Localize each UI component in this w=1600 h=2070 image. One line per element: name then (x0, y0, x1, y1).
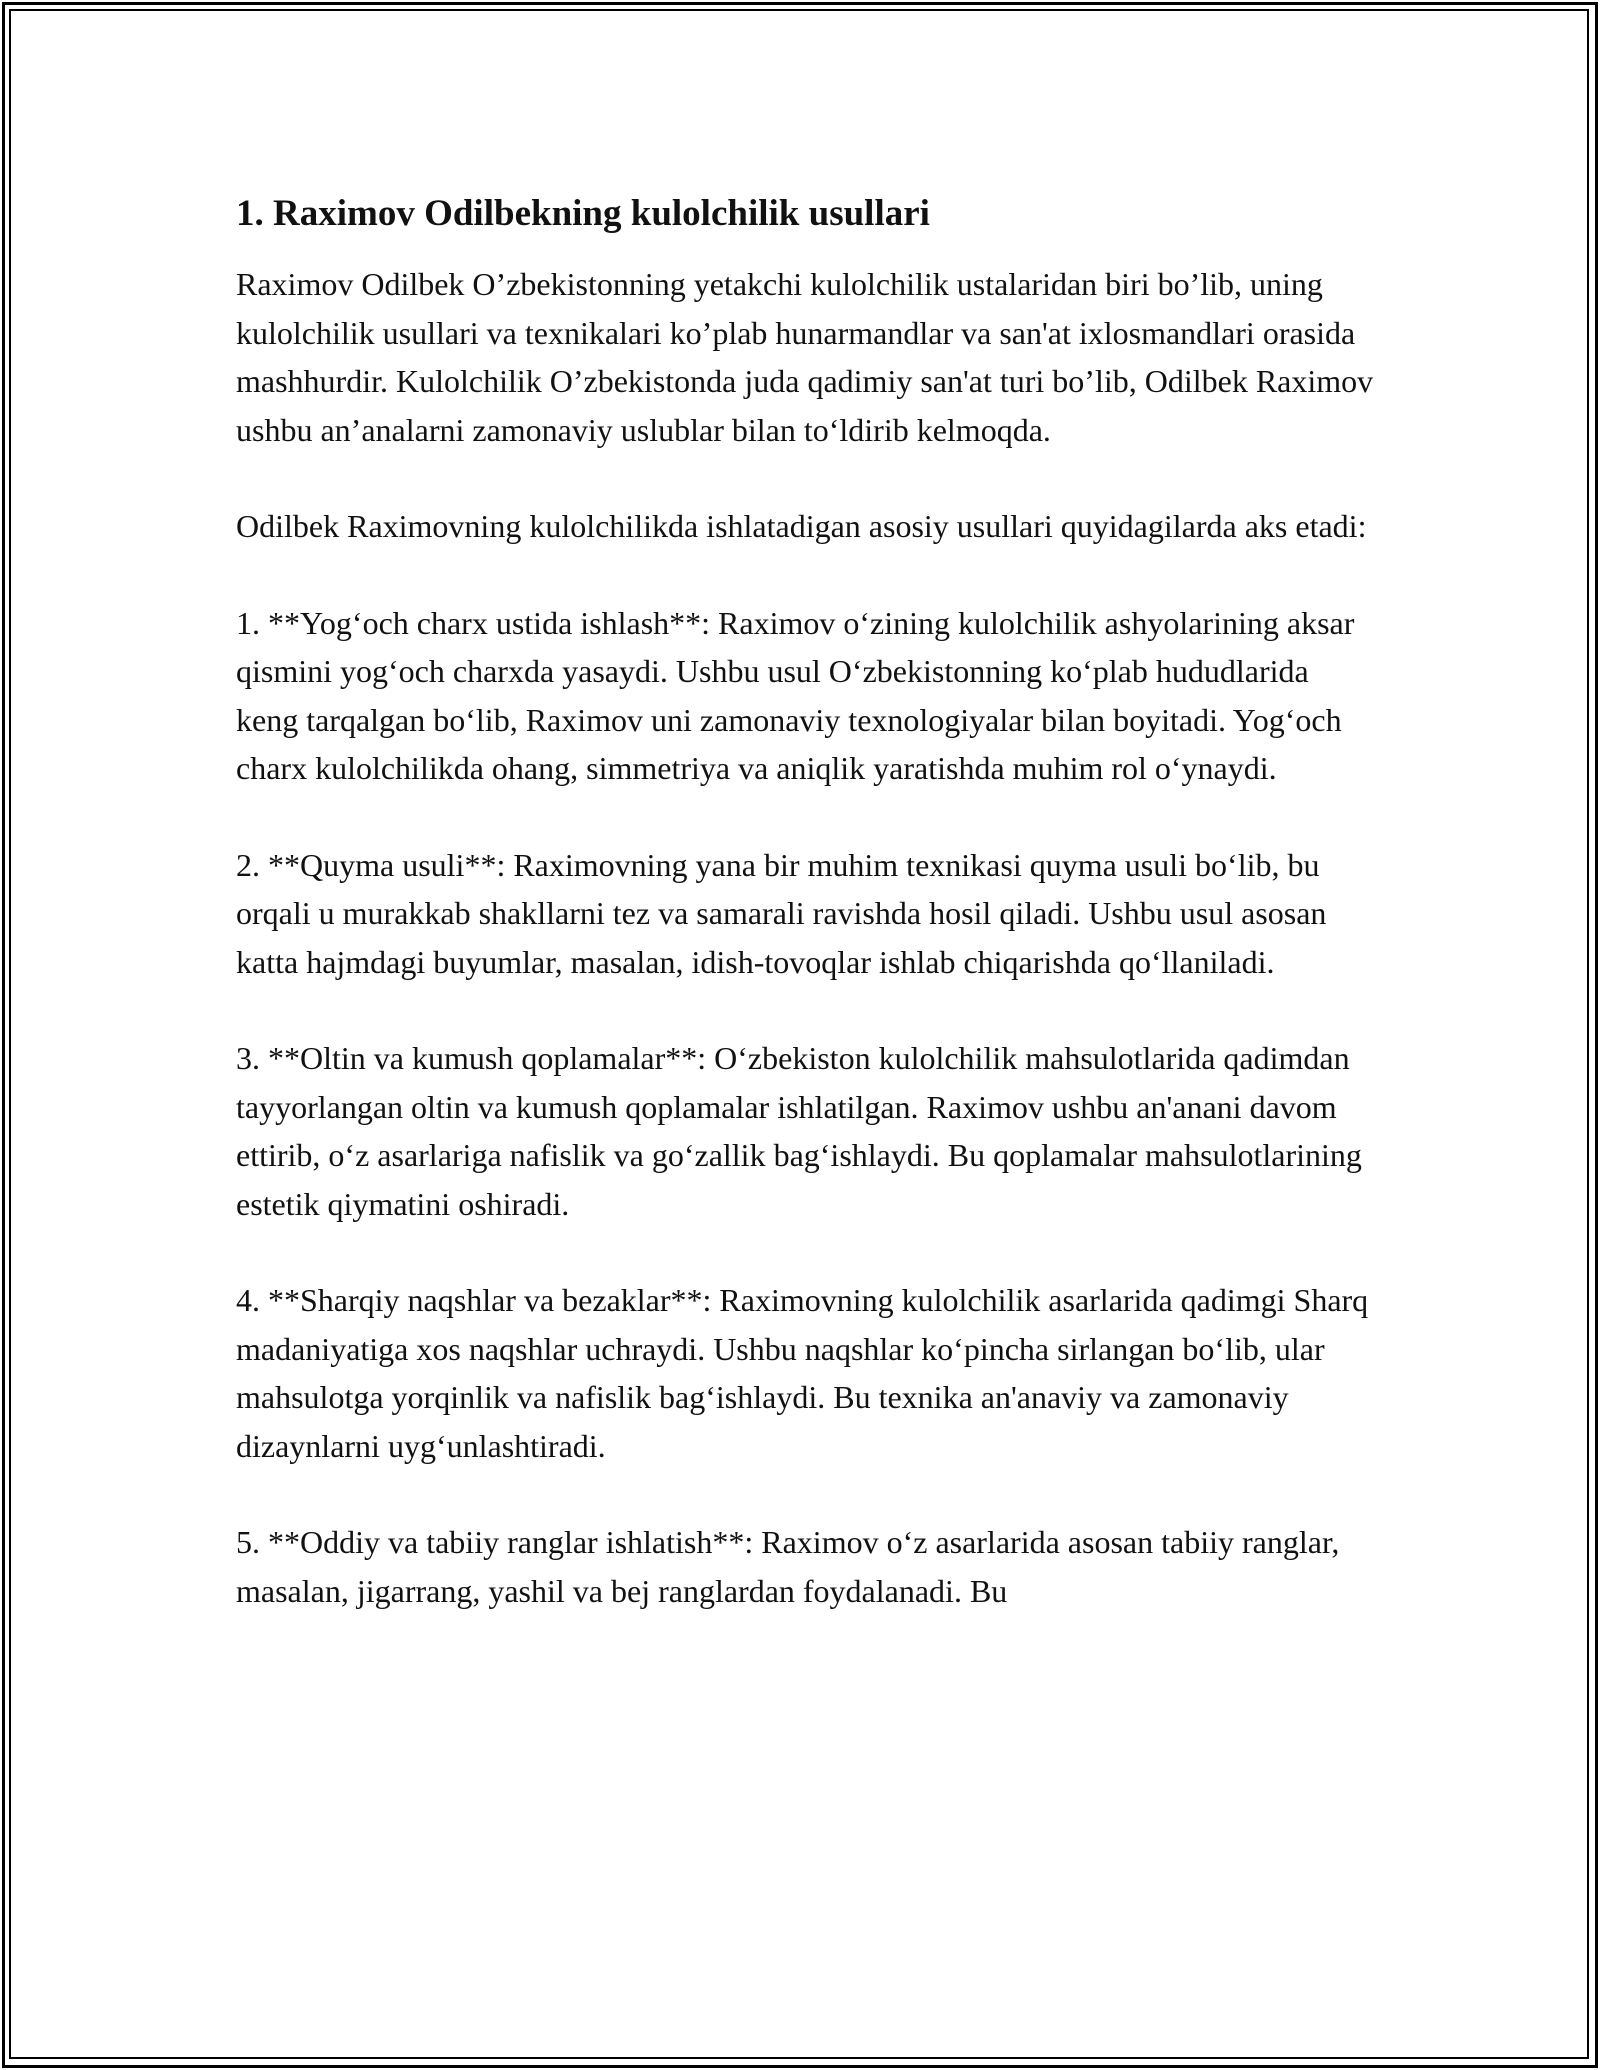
method-item-5: 5. **Oddiy va tabiiy ranglar ishlatish**: Raximov o‘z asarlarida asosan tabiiy ranglar, masalan, jigarrang, yashil va bej ranglardan foydalanadi. Bu (236, 1524, 1340, 1609)
methods-lead-paragraph: Odilbek Raximovning kulolchilikda ishlatadigan asosiy usullari quyidagilarda aks etadi: (236, 508, 1367, 544)
method-item-1: 1. **Yog‘och charx ustida ishlash**: Raximov o‘zining kulolchilik ashyolarining aksar qismini yog‘och charxda yasaydi. Ushbu usul O‘zbekistonning ko‘plab hududlarida keng tarqalgan bo‘lib, Raximov uni zamonaviy texnologiyalar bilan boyitadi. Yog‘och charx kulolchilikda ohang, simmetriya va aniqlik yaratishda muhim rol o‘ynaydi. (236, 604, 1355, 786)
method-item-3: 3. **Oltin va kumush qoplamalar**: O‘zbekiston kulolchilik mahsulotlarida qadimdan tayyorlangan oltin va kumush qoplamalar ishlatilgan. Raximov ushbu an'anani davom ettirib, o‘z asarlariga nafislik va go‘zallik bag‘ishlaydi. Bu qoplamalar mahsulotlarining estetik qiymatini oshiradi. (236, 1040, 1362, 1222)
section-heading: 1. Raximov Odilbekning kulolchilik usullari (236, 193, 930, 234)
intro-paragraph: Raximov Odilbek O’zbekistonning yetakchi kulolchilik ustalaridan biri bo’lib, uning kulolchilik usullari va texnikalari ko’plab hunarmandlar va san'at ixlosmandlari orasida mashhurdir. Kulolchilik O’zbekistonda juda qadimiy san'at turi bo’lib, Odilbek Raximov ushbu an’analarni zamonaviy uslublar bilan to‘ldirib kelmoqda. (236, 266, 1374, 448)
method-item-2: 2. **Quyma usuli**: Raximovning yana bir muhim texnikasi quyma usuli bo‘lib, bu orqali u murakkab shakllarni tez va samarali ravishda hosil qiladi. Ushbu usul asosan katta hajmdagi buyumlar, masalan, idish-tovoqlar ishlab chiqarishda qo‘llaniladi. (236, 846, 1327, 980)
document-body (236, 190, 1376, 1663)
method-item-4: 4. **Sharqiy naqshlar va bezaklar**: Raximovning kulolchilik asarlarida qadimgi Sharq madaniyatiga xos naqshlar uchraydi. Ushbu naqshlar ko‘pincha sirlangan bo‘lib, ular mahsulotga yorqinlik va nafislik bag‘ishlaydi. Bu texnika an'anaviy va zamonaviy dizaynlarni uyg‘unlashtiradi. (236, 1282, 1369, 1464)
